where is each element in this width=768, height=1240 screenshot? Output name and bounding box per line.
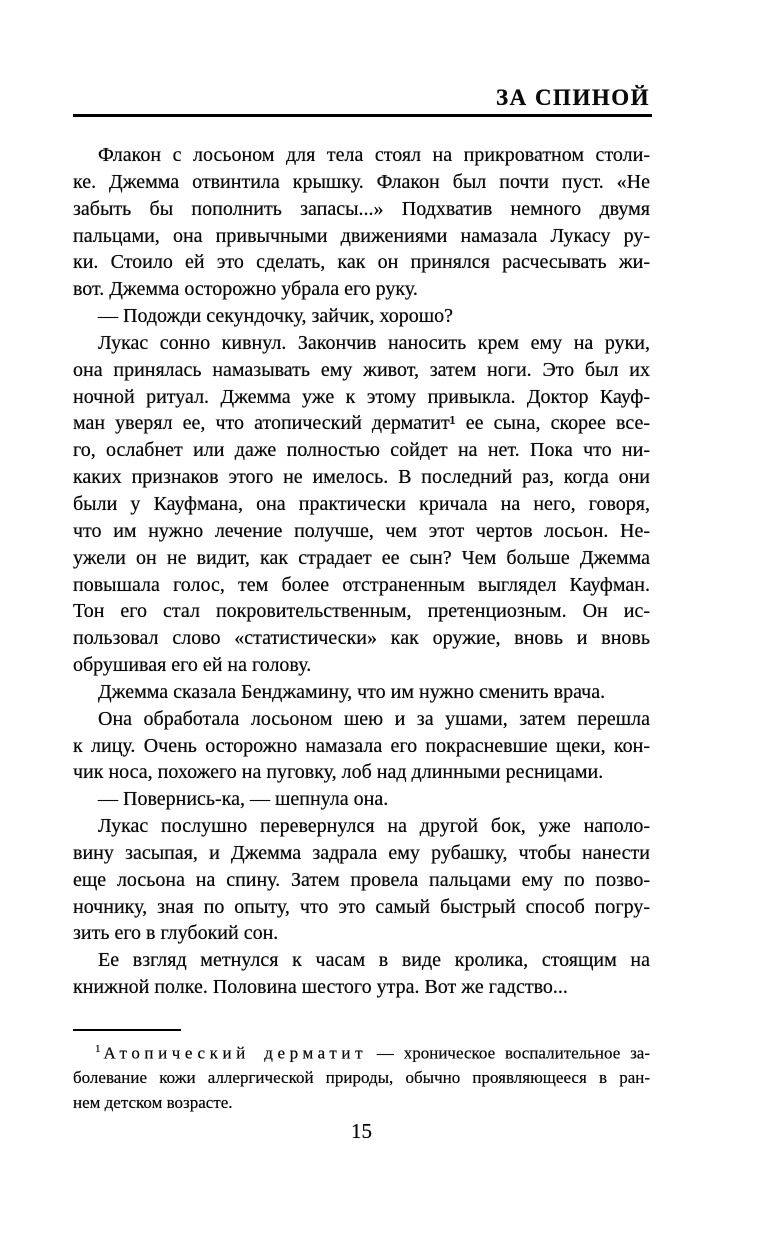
paragraph: [73, 142, 650, 303]
paragraph: [73, 947, 650, 1001]
text-line: пользовал слово «статистически» как оружие, вновь и вновь: [73, 627, 650, 650]
footnote: [73, 1037, 650, 1115]
text-line: ки. Стоило ей это сделать, как он принялся расчесывать жи-: [73, 251, 650, 274]
footnote-term: Атопический дерматит: [103, 1043, 368, 1063]
text-line: Ее взгляд метнулся к часам в виде кролика, стоящим на: [98, 949, 650, 972]
footnote-line: [73, 1037, 650, 1066]
text-line: к лицу. Очень осторожно намазала его покрасневшие щеки, кон-: [73, 734, 650, 757]
text-line: каких признаков этого не имелось. В последний раз, когда они: [73, 466, 650, 489]
text-line: книжной полке. Половина шестого утра. Вот же гадство...: [73, 976, 568, 999]
text-line: ман уверял ее, что атопический дерматит¹ ее сына, скорее все-: [73, 412, 650, 435]
text-line: ночной ритуал. Джемма уже к этому привыкла. Доктор Кауф-: [73, 385, 650, 408]
paragraph: [73, 303, 650, 330]
paragraph: [73, 813, 650, 947]
text-line: Тон его стал покровительственным, претенциозным. Он ис-: [73, 600, 650, 623]
text-line: повышала голос, тем более отстраненным выглядел Кауфман.: [73, 573, 650, 596]
footnote-line: болевание кожи аллергической природы, обычно проявляющееся в ран-: [73, 1068, 650, 1088]
text-line: были у Кауфмана, она практически кричала на него, говоря,: [73, 492, 650, 515]
footnote-separator: [73, 1029, 181, 1031]
text-line: зить его в глубокий сон.: [73, 922, 279, 945]
text-line: ужели он не видит, как страдает ее сын? Чем больше Джемма: [73, 546, 650, 569]
text-line: обрушивая его ей на голову.: [73, 654, 312, 677]
text-line: что им нужно лечение получше, чем этот чертов лосьон. Не-: [73, 519, 650, 542]
text-line: го, ослабнет или даже полностью сойдет на нет. Пока что ни-: [73, 439, 650, 462]
running-header: ЗА СПИНОЙ: [495, 85, 650, 110]
header-rule: [73, 114, 652, 117]
text-line: вину засыпая, и Джемма задрала ему рубашку, чтобы нанести: [73, 841, 650, 864]
page-number: 15: [351, 1119, 372, 1143]
text-line: ке. Джемма отвинтила крышку. Флакон был почти пуст. «Не: [73, 170, 650, 193]
text-line: Флакон с лосьоном для тела стоял на прикроватном столи-: [98, 144, 650, 166]
footnote-marker: 1: [95, 1043, 101, 1055]
paragraph: [73, 679, 650, 706]
paragraph: [73, 786, 650, 813]
text-line: Джемма сказала Бенджамину, что им нужно сменить врача.: [98, 680, 606, 703]
text-line: забыть бы пополнить запасы...» Подхватив немного двумя: [73, 197, 650, 220]
text-line: чик носа, похожего на пуговку, лоб над длинными ресницами.: [73, 761, 604, 784]
text-line: вот. Джемма осторожно убрала его руку.: [73, 278, 418, 301]
footnote-text: — хроническое воспалительное за-: [367, 1043, 650, 1063]
text-line: ночнику, зная по опыту, что это самый быстрый способ погру-: [73, 895, 650, 918]
text-line: — Повернись-ка, — шепнула она.: [98, 788, 389, 811]
text-line: пальцами, она привычными движениями намазала Лукасу ру-: [73, 224, 650, 247]
paragraph: [73, 706, 650, 787]
text-line: еще лосьона на спину. Затем провела пальцами ему по позво-: [73, 868, 650, 891]
text-line: Лукас сонно кивнул. Закончив наносить крем ему на руки,: [98, 331, 650, 354]
text-line: — Подожди секундочку, зайчик, хорошо?: [98, 305, 453, 328]
text-line: Лукас послушно перевернулся на другой бок, уже наполо-: [98, 815, 650, 838]
paragraph: [73, 330, 650, 679]
footnote-line: нем детском возрасте.: [73, 1092, 233, 1112]
text-line: Она обработала лосьоном шею и за ушами, затем перешла: [98, 707, 650, 730]
body-text: [73, 142, 650, 1001]
text-line: она принялась намазывать ему живот, затем ноги. Это был их: [73, 358, 650, 381]
